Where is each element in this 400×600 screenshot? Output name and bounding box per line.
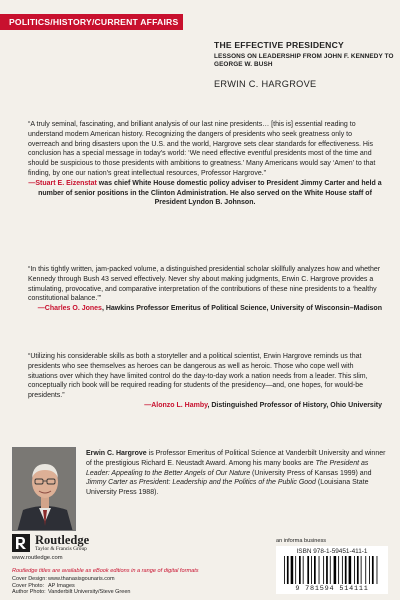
bio-text: is Professor Emeritus of Political Science at Vanderbilt University and winner of the prestigious Richard E. Neustadt Award. Among his many books are <box>86 450 386 467</box>
blurb-author-affiliation: , Hawkins Professor Emeritus of Political Science, University of Wisconsin–Madison <box>101 305 382 313</box>
blurb-author-name: —Alonzo L. Hamby <box>144 401 208 409</box>
bio-author-name: Erwin C. Hargrove <box>86 450 147 457</box>
blurb-quote: “Utilizing his considerable skills as both a storyteller and a political scientist, Erwin Hargrove reminds us that presidents who see themselves as heroes can be dangerous as well as heroic. Those who cope well with situations over which they have limited control do the day-to-day work a nation needs from a leader. This slim, conceptually rich book will be required reading for students of the presidency—and, one hopes, for would-be presidents.” <box>28 353 368 400</box>
book-author: ERWIN C. HARGROVE <box>214 78 317 89</box>
blurb-author-name: —Stuart E. Eizenstat <box>28 179 97 187</box>
blurb-hamby <box>28 352 382 411</box>
ebook-note: Routledge titles are available as eBook editions in a range of digital formats <box>12 568 199 574</box>
bio-book-title: Jimmy Carter as President: Leadership and the Politics of the Public Good <box>86 479 316 487</box>
author-bio <box>86 449 386 498</box>
credit-value: AP Images <box>48 582 75 589</box>
barcode-icon <box>284 556 380 584</box>
barcode-box <box>276 546 388 594</box>
category-banner: POLITICS/HISTORY/CURRENT AFFAIRS <box>0 14 183 30</box>
barcode-digits: 9 781594 514111 <box>295 585 369 593</box>
book-subtitle: LESSONS ON LEADERSHIP FROM JOHN F. KENNEDY TO GEORGE W. BUSH <box>214 53 394 69</box>
blurb-eizenstat <box>28 120 382 208</box>
blurb-quote: “In this tightly written, jam-packed volume, a distinguished presidential scholar skillfully analyzes how and whether Kennedy through Bush 43 served effectively. Never shy about making judgments, Erwin C. Hargrove provides a stimulating, provocative, and comparative interpretation of the contributions of these nine presidents to a ‘healthy constitutional balance.’” <box>28 266 381 303</box>
blurb-author-name: —Charles O. Jones <box>37 305 102 313</box>
blurb-author-affiliation: , Distinguished Professor of History, Ohio University <box>207 401 382 409</box>
publisher-name: Routledge <box>35 533 90 547</box>
isbn-text: ISBN 978-1-59451-411-1 <box>296 548 368 555</box>
book-title: THE EFFECTIVE PRESIDENCY <box>214 40 344 50</box>
credit-value: www.thanasisgounaris.com <box>48 576 115 582</box>
credit-row <box>12 589 212 596</box>
routledge-logo-icon <box>12 534 30 552</box>
blurb-author-affiliation: was chief White House domestic policy adviser to President Jimmy Carter and held a number of senior positions in the Clinton Administration. He also served on the White House staff of President Lyndon B. Johnson. <box>38 179 382 207</box>
credit-label: Author Photo: <box>12 589 46 596</box>
credit-label: Cover Photo: <box>12 582 45 589</box>
title-block <box>214 40 394 89</box>
credit-value: Vanderbilt University/Steve Green <box>48 589 131 596</box>
author-portrait-icon <box>13 448 76 531</box>
author-photo <box>12 447 76 531</box>
publisher-url: www.routledge.com <box>12 555 63 561</box>
blurb-quote: “A truly seminal, fascinating, and brilliant analysis of our last nine presidents… [this is] essential reading to understand modern American history. Recognizing the dangers of presidents who seek greatness only to overreach and bring disasters upon the U.S. and the world, Hargrove sets clear standards for effectiveness. His conclusion has a special message in today’s world: ‘We need effective eventful presidents most of the time and should be suspicious to those presidents with ambitions to greatness.’ Many Americans would say ‘Amen’ to that finding, by one our nation’s great intellectual resources, Professor Hargrove.” <box>28 121 376 177</box>
credit-label: Cover Design: <box>12 576 47 582</box>
blurb-attribution <box>28 304 382 314</box>
bio-book-title: The President as Leader: Appealing to the Better Angels of Our Nature <box>86 459 369 477</box>
credit-row <box>12 583 212 590</box>
publisher-logo <box>12 534 152 561</box>
blurb-attribution <box>28 401 382 411</box>
publisher-group: Taylor & Francis Group <box>35 546 87 552</box>
credits <box>12 576 212 596</box>
informa-tagline: an informa business <box>276 538 327 544</box>
bio-text: (University Press of Kansas 1999) and <box>250 469 372 477</box>
bio-text: (Louisiana State University Press 1988). <box>86 479 369 497</box>
credit-row <box>12 576 212 583</box>
blurb-attribution <box>28 179 382 208</box>
blurb-jones <box>28 265 382 314</box>
